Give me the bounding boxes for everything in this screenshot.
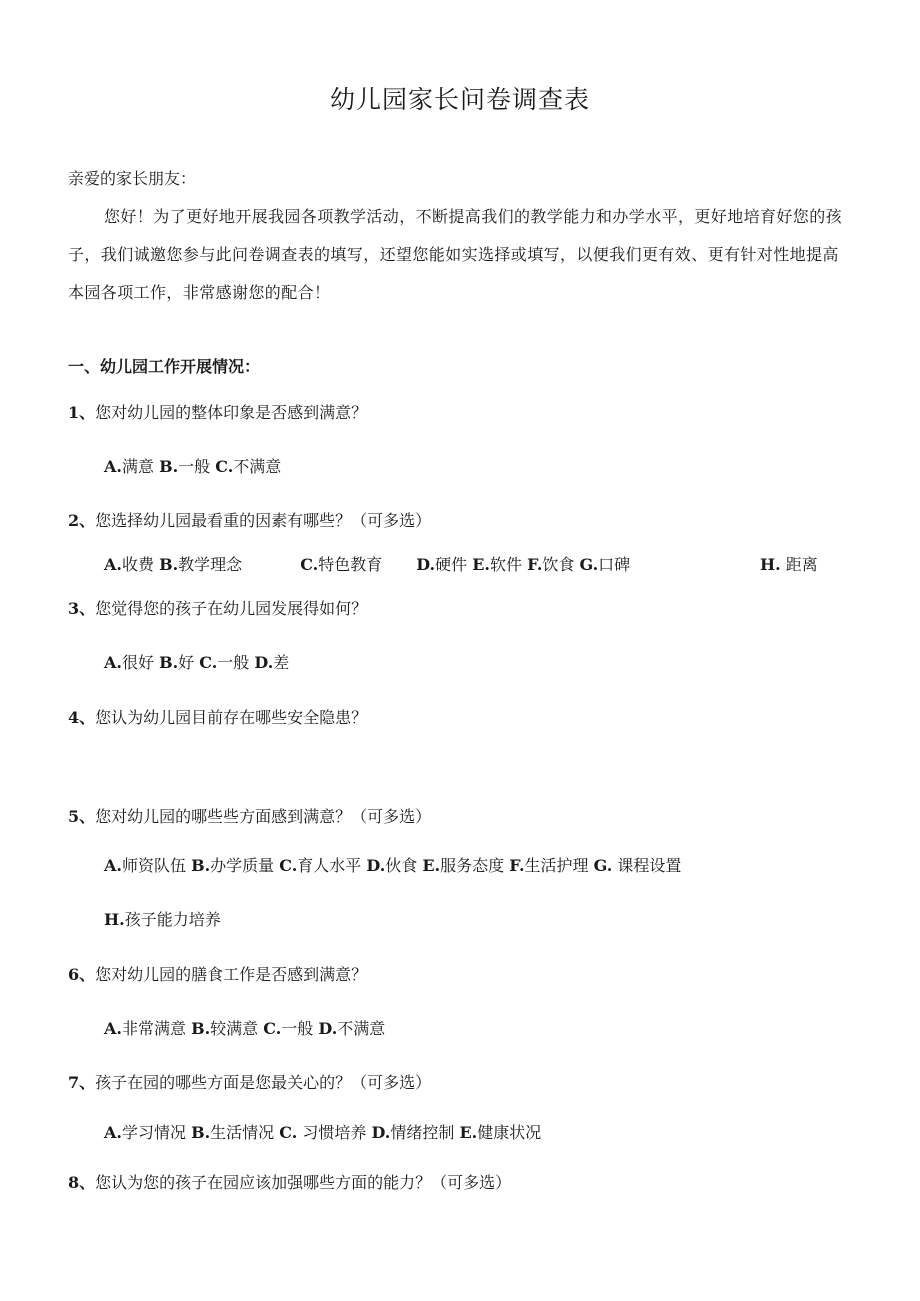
intro-paragraph: 您好！为了更好地开展我园各项教学活动，不断提高我们的教学能力和办学水平，更好地培育好您的孩子，我们诚邀您参与此问卷调查表的填写，还望您能如实选择或填写，以便我们更有效、更有针对性地提高本园各项工作，非常感谢您的配合！ [68, 207, 843, 302]
question-text: 您选择幼儿园最看重的因素有哪些？（可多选） [95, 511, 432, 530]
option-letter: B. [191, 1123, 211, 1142]
option-letter: C. [199, 653, 218, 672]
question-text: 您觉得您的孩子在幼儿园发展得如何？ [95, 599, 368, 618]
option-text[interactable]: 好 [178, 653, 200, 672]
section-title: 一、幼儿园工作开展情况： [68, 357, 261, 376]
option-text[interactable]: 非常满意 [121, 1019, 192, 1038]
option-text[interactable]: 特色教育 [318, 555, 383, 574]
salutation: 亲爱的家长朋友： [68, 169, 197, 188]
option-letter: A. [104, 1123, 122, 1142]
option-text[interactable]: 较满意 [210, 1019, 264, 1038]
option-text[interactable]: 饮食 [542, 555, 580, 574]
question-number: 3、 [68, 599, 96, 618]
option-letter: E. [472, 555, 490, 574]
option-text[interactable]: 师资队伍 [121, 856, 192, 875]
option-text[interactable]: 生活情况 [210, 1123, 280, 1142]
question-text: 您对幼儿园的整体印象是否感到满意？ [95, 403, 368, 422]
option-letter: E. [422, 856, 441, 875]
option-letter: D. [371, 1123, 391, 1142]
document-title: 幼儿园家长问卷调查表 [329, 85, 590, 114]
question-2 [68, 508, 431, 531]
question-4 [68, 705, 367, 728]
option-text[interactable]: 差 [273, 653, 290, 672]
option-letter: F. [509, 856, 525, 875]
option-letter: B. [191, 856, 211, 875]
option-letter: D. [366, 856, 386, 875]
option-letter: E. [459, 1123, 478, 1142]
question-text: 您对幼儿园的膳食工作是否感到满意？ [95, 965, 368, 984]
option-text[interactable]: 教学理念 [178, 555, 243, 574]
option-text[interactable]: 一般 [178, 457, 216, 476]
option-text[interactable]: 满意 [121, 457, 160, 476]
question-7 [68, 1070, 431, 1093]
question-number: 2、 [68, 511, 96, 530]
option-text[interactable]: 情绪控制 [390, 1123, 460, 1142]
option-letter: D. [318, 1019, 338, 1038]
question-5-options-line2 [104, 907, 221, 930]
option-letter: F. [527, 555, 543, 574]
option-text[interactable]: 不满意 [233, 457, 282, 476]
option-letter: G. [593, 856, 613, 875]
option-text[interactable]: 硬件 [435, 555, 473, 574]
question-6-options [104, 1016, 385, 1039]
question-8 [68, 1170, 511, 1193]
option-text[interactable]: 生活护理 [524, 856, 594, 875]
option-letter: H. [760, 555, 781, 574]
question-2-option-h [760, 552, 818, 575]
option-letter: C. [279, 856, 298, 875]
question-3-options [104, 650, 289, 673]
question-number: 1、 [68, 403, 96, 422]
option-letter: B. [191, 1019, 211, 1038]
option-text[interactable]: 学习情况 [121, 1123, 192, 1142]
option-letter: C. [263, 1019, 282, 1038]
option-letter: C. [215, 457, 234, 476]
question-2-options [104, 552, 630, 575]
option-text[interactable]: 距离 [780, 555, 818, 574]
question-6 [68, 962, 367, 985]
question-1-options [104, 454, 281, 477]
question-7-options [104, 1120, 541, 1143]
option-text[interactable]: 软件 [489, 555, 528, 574]
question-number: 7、 [68, 1073, 96, 1092]
question-1 [68, 400, 367, 423]
option-text[interactable]: 健康状况 [477, 1123, 542, 1142]
option-letter: C. [300, 555, 319, 574]
option-letter: A. [104, 1019, 122, 1038]
question-5 [68, 804, 431, 827]
option-letter: H. [104, 910, 125, 929]
option-letter: D. [254, 653, 274, 672]
question-5-options [104, 853, 681, 876]
question-number: 5、 [68, 807, 96, 826]
option-text[interactable]: 伙食 [385, 856, 423, 875]
option-letter: A. [104, 653, 122, 672]
option-text[interactable]: 服务态度 [440, 856, 510, 875]
question-3 [68, 596, 367, 619]
option-letter: B. [159, 457, 179, 476]
option-text[interactable]: 育人水平 [297, 856, 367, 875]
question-number: 4、 [68, 708, 96, 727]
question-text: 孩子在园的哪些方面是您最关心的？（可多选） [95, 1073, 432, 1092]
question-text: 您对幼儿园的哪些些方面感到满意？（可多选） [95, 807, 432, 826]
question-number: 8、 [68, 1173, 96, 1192]
option-text[interactable]: 习惯培养 [297, 1123, 372, 1142]
question-number: 6、 [68, 965, 96, 984]
option-letter: A. [104, 856, 122, 875]
option-letter: B. [159, 555, 179, 574]
option-letter: A. [104, 555, 122, 574]
option-text[interactable]: 一般 [281, 1019, 319, 1038]
option-text[interactable]: 一般 [217, 653, 255, 672]
option-text[interactable]: 课程设置 [612, 856, 682, 875]
question-text: 您认为幼儿园目前存在哪些安全隐患？ [95, 708, 368, 727]
option-text[interactable]: 很好 [121, 653, 160, 672]
option-text[interactable]: 孩子能力培养 [124, 910, 221, 929]
option-letter: B. [159, 653, 179, 672]
option-text[interactable]: 收费 [121, 555, 160, 574]
option-letter: C. [279, 1123, 298, 1142]
option-letter: D. [416, 555, 436, 574]
option-text[interactable]: 口碑 [598, 555, 631, 574]
question-text: 您认为您的孩子在园应该加强哪些方面的能力？（可多选） [95, 1173, 512, 1192]
option-letter: G. [579, 555, 599, 574]
option-text[interactable]: 不满意 [337, 1019, 386, 1038]
option-text[interactable]: 办学质量 [210, 856, 280, 875]
option-letter: A. [104, 457, 122, 476]
